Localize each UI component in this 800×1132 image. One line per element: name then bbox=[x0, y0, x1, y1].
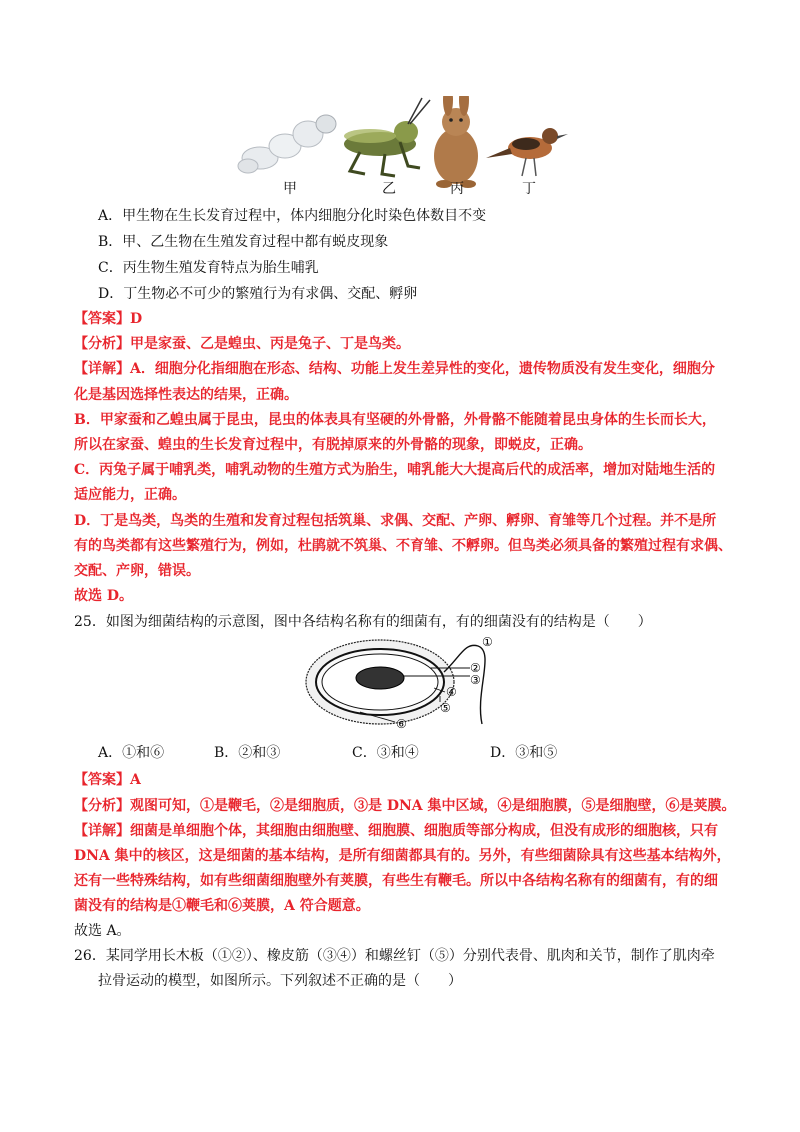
q24-option-d: D．丁生物必不可少的繁殖行为有求偶、交配、孵卵 bbox=[98, 286, 418, 302]
q24-option-c: C．丙生物生殖发育特点为胎生哺乳 bbox=[98, 260, 319, 276]
q25-analysis: 【分析】观图可知，①是鞭毛，②是细胞质，③是 DNA 集中区域，④是细胞膜，⑤是细胞壁，⑥是荚膜。 bbox=[74, 798, 736, 814]
q24-detail-line: 【详解】A．细胞分化指细胞在形态、结构、功能上发生差异性的变化，遗传物质没有发生变化，细胞分 bbox=[74, 361, 715, 377]
q25-detail-line: 菌没有的结构是①鞭毛和⑥荚膜，A 符合题意。 bbox=[74, 898, 370, 914]
animal-label-bing: 丙 bbox=[450, 181, 464, 197]
silkworm-image bbox=[238, 115, 336, 173]
q25-choice-d: D．③和⑤ bbox=[490, 745, 558, 761]
q24-option-a: A．甲生物在生长发育过程中，体内细胞分化时染色体数目不变 bbox=[98, 208, 487, 224]
bird-image bbox=[486, 128, 568, 176]
q24-detail-line: 化是基因选择性表达的结果，正确。 bbox=[74, 387, 298, 403]
grasshopper-image bbox=[344, 98, 430, 176]
rabbit-image bbox=[434, 96, 478, 188]
animals-figure bbox=[230, 96, 570, 196]
animal-label-yi: 乙 bbox=[382, 181, 396, 197]
q25-detail-line: 【详解】细菌是单细胞个体，其细胞由细胞壁、细胞膜、细胞质等部分构成，但没有成形的细胞核，只有 bbox=[74, 823, 718, 839]
q25-answer: 【答案】A bbox=[74, 772, 141, 788]
bacteria-label-1: ① bbox=[482, 635, 493, 649]
q25-choice-a: A．①和⑥ bbox=[98, 745, 165, 761]
q25-stem: 25．如图为细菌结构的示意图，图中各结构名称有的细菌有，有的细菌没有的结构是（ ） bbox=[74, 614, 652, 630]
q24-detail-line: C．丙兔子属于哺乳类，哺乳动物的生殖方式为胎生，哺乳能大大提高后代的成活率，增加对陆地生活的 bbox=[74, 462, 716, 478]
bacteria-label-5: ⑤ bbox=[440, 701, 451, 715]
q24-detail-line: 交配、产卵，错误。 bbox=[74, 563, 200, 579]
q25-choice-b: B．②和③ bbox=[214, 745, 281, 761]
q26-stem-line: 26．某同学用长木板（①②）、橡皮筋（③④）和螺丝钉（⑤）分别代表骨、肌肉和关节，制作了肌肉牵 bbox=[74, 948, 715, 964]
q24-option-b: B．甲、乙生物在生殖发育过程中都有蜕皮现象 bbox=[98, 234, 389, 250]
bacteria-label-6: ⑥ bbox=[396, 717, 407, 731]
bacteria-diagram bbox=[300, 632, 500, 732]
q24-detail-line: D．丁是鸟类，鸟类的生殖和发育过程包括筑巢、求偶、交配、产卵、孵卵、育雏等几个过程。并不是所 bbox=[74, 513, 717, 529]
q26-stem-line: 拉骨运动的模型，如图所示。下列叙述不正确的是（ ） bbox=[98, 973, 462, 989]
q24-detail-line: 有的鸟类都有这些繁殖行为，例如，杜鹃就不筑巢、不育雏、不孵卵。但鸟类必须具备的繁殖过程有求偶、 bbox=[74, 538, 732, 554]
q25-conclusion: 故选 A。 bbox=[74, 923, 131, 939]
bacteria-label-4: ④ bbox=[446, 685, 457, 699]
q24-answer: 【答案】D bbox=[74, 311, 143, 327]
animal-label-ding: 丁 bbox=[522, 181, 536, 197]
q25-choice-c: C．③和④ bbox=[352, 745, 419, 761]
q24-analysis: 【分析】甲是家蚕、乙是蝗虫、丙是兔子、丁是鸟类。 bbox=[74, 336, 410, 352]
q25-detail-line: 还有一些特殊结构，如有些细菌细胞壁外有荚膜，有些生有鞭毛。所以中各结构名称有的细菌有，有的细 bbox=[74, 873, 718, 889]
bacteria-label-3: ③ bbox=[470, 673, 481, 687]
bacteria-label-2: ② bbox=[470, 661, 481, 675]
q24-conclusion: 故选 D。 bbox=[74, 588, 134, 604]
q24-detail-line: B．甲家蚕和乙蝗虫属于昆虫，昆虫的体表具有坚硬的外骨骼，外骨骼不能随着昆虫身体的生长而长大， bbox=[74, 412, 716, 428]
q24-detail-line: 适应能力，正确。 bbox=[74, 487, 186, 503]
q24-detail-line: 所以在家蚕、蝗虫的生长发育过程中，有脱掉原来的外骨骼的现象，即蜕皮，正确。 bbox=[74, 437, 592, 453]
q25-detail-line: DNA 集中的核区，这是细菌的基本结构，是所有细菌都具有的。另外，有些细菌除具有这些基本结构外， bbox=[74, 848, 731, 864]
animal-label-jia: 甲 bbox=[283, 181, 297, 197]
